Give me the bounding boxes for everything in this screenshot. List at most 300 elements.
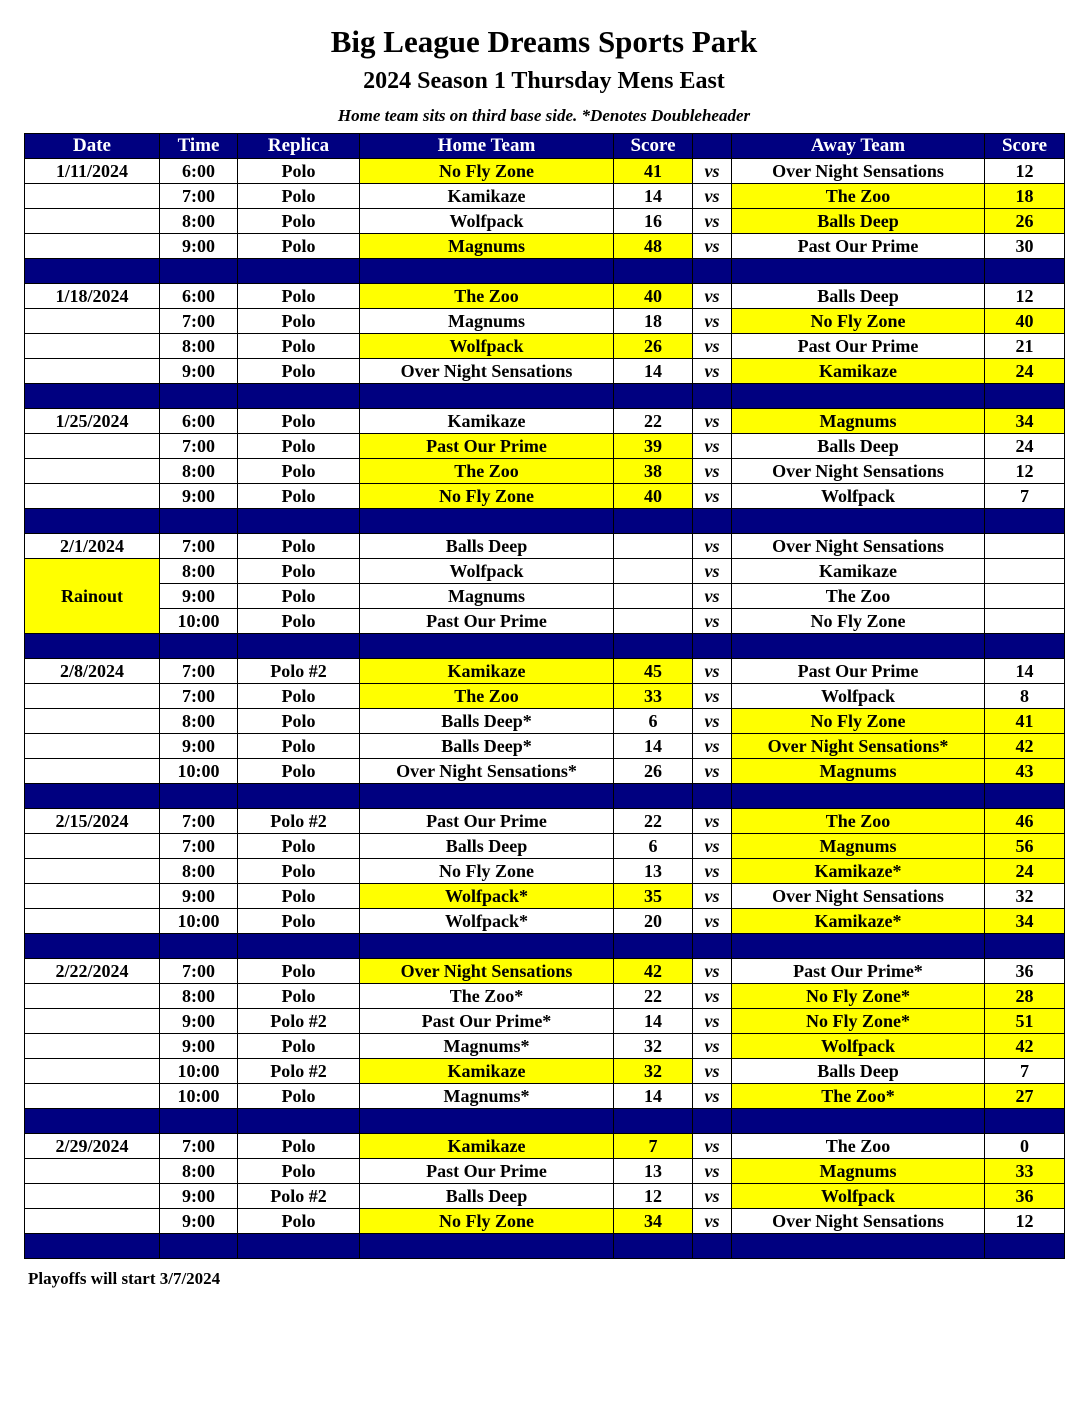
- separator-cell: [238, 934, 360, 959]
- game-time: 7:00: [160, 959, 238, 984]
- home-score: 6: [614, 834, 693, 859]
- game-date-empty: [25, 1184, 160, 1209]
- home-score: 14: [614, 184, 693, 209]
- separator-cell: [25, 509, 160, 534]
- away-score: 26: [985, 209, 1065, 234]
- separator-cell: [693, 259, 732, 284]
- game-time: 7:00: [160, 659, 238, 684]
- game-time: 10:00: [160, 1084, 238, 1109]
- away-score: [985, 534, 1065, 559]
- vs-label: vs: [693, 1184, 732, 1209]
- game-replica: Polo: [238, 159, 360, 184]
- game-row: [25, 559, 1065, 584]
- away-score: 12: [985, 159, 1065, 184]
- vs-label: vs: [693, 1134, 732, 1159]
- game-replica: Polo: [238, 209, 360, 234]
- game-row: [25, 859, 1065, 884]
- home-team: Wolfpack*: [360, 909, 614, 934]
- game-replica: Polo: [238, 1134, 360, 1159]
- game-replica: Polo: [238, 284, 360, 309]
- game-date-empty: [25, 484, 160, 509]
- game-time: 7:00: [160, 1134, 238, 1159]
- home-score: [614, 609, 693, 634]
- home-score: 12: [614, 1184, 693, 1209]
- separator-cell: [25, 634, 160, 659]
- separator-cell: [693, 509, 732, 534]
- game-time: 10:00: [160, 759, 238, 784]
- home-score: 34: [614, 1209, 693, 1234]
- col-header-vs: [693, 134, 732, 159]
- home-team: No Fly Zone: [360, 159, 614, 184]
- game-row: [25, 1209, 1065, 1234]
- separator-cell: [614, 1234, 693, 1259]
- separator-cell: [985, 934, 1065, 959]
- game-row: [25, 459, 1065, 484]
- home-score: 41: [614, 159, 693, 184]
- game-row: [25, 209, 1065, 234]
- col-header-away-team: Away Team: [732, 134, 985, 159]
- game-row: [25, 909, 1065, 934]
- game-replica: Polo: [238, 909, 360, 934]
- game-replica: Polo: [238, 459, 360, 484]
- game-time: 8:00: [160, 559, 238, 584]
- away-score: 42: [985, 1034, 1065, 1059]
- game-time: 7:00: [160, 309, 238, 334]
- week-separator: [25, 634, 1065, 659]
- game-replica: Polo: [238, 1159, 360, 1184]
- game-replica: Polo: [238, 359, 360, 384]
- home-team: Balls Deep: [360, 1184, 614, 1209]
- game-replica: Polo: [238, 709, 360, 734]
- home-score: 22: [614, 809, 693, 834]
- game-time: 10:00: [160, 609, 238, 634]
- home-score: 26: [614, 759, 693, 784]
- game-date-empty: [25, 359, 160, 384]
- separator-cell: [238, 509, 360, 534]
- away-team: The Zoo: [732, 809, 985, 834]
- home-team: Kamikaze: [360, 1059, 614, 1084]
- vs-label: vs: [693, 1084, 732, 1109]
- schedule-table: [24, 133, 1065, 1259]
- game-replica: Polo: [238, 434, 360, 459]
- game-replica: Polo: [238, 184, 360, 209]
- vs-label: vs: [693, 1009, 732, 1034]
- away-team: Over Night Sensations: [732, 459, 985, 484]
- away-team: No Fly Zone*: [732, 984, 985, 1009]
- home-team: Wolfpack: [360, 559, 614, 584]
- separator-cell: [360, 784, 614, 809]
- away-score: 56: [985, 834, 1065, 859]
- separator-cell: [693, 934, 732, 959]
- page-title: Big League Dreams Sports Park: [330, 24, 758, 59]
- separator-cell: [25, 259, 160, 284]
- home-score: 32: [614, 1059, 693, 1084]
- away-team: Past Our Prime: [732, 659, 985, 684]
- week-separator: [25, 384, 1065, 409]
- game-row: [25, 659, 1065, 684]
- separator-cell: [693, 1234, 732, 1259]
- vs-label: vs: [693, 959, 732, 984]
- separator-cell: [732, 384, 985, 409]
- away-team: The Zoo: [732, 184, 985, 209]
- game-row: [25, 409, 1065, 434]
- away-team: Over Night Sensations: [732, 534, 985, 559]
- vs-label: vs: [693, 684, 732, 709]
- game-replica: Polo: [238, 484, 360, 509]
- week-separator: [25, 259, 1065, 284]
- home-team: The Zoo: [360, 284, 614, 309]
- home-team: Balls Deep: [360, 534, 614, 559]
- vs-label: vs: [693, 659, 732, 684]
- home-score: 48: [614, 234, 693, 259]
- game-time: 10:00: [160, 909, 238, 934]
- away-team: Kamikaze*: [732, 859, 985, 884]
- separator-cell: [360, 1109, 614, 1134]
- vs-label: vs: [693, 534, 732, 559]
- home-team: Magnums*: [360, 1084, 614, 1109]
- game-row: [25, 884, 1065, 909]
- away-score: 12: [985, 284, 1065, 309]
- game-date: 2/8/2024: [25, 659, 160, 684]
- game-replica: Polo: [238, 884, 360, 909]
- game-date: 1/11/2024: [25, 159, 160, 184]
- vs-label: vs: [693, 409, 732, 434]
- away-team: Wolfpack: [732, 1034, 985, 1059]
- separator-cell: [732, 784, 985, 809]
- schedule-note: Home team sits on third base side. *Denotes Doubleheader: [337, 106, 751, 125]
- separator-cell: [693, 784, 732, 809]
- home-team: Past Our Prime: [360, 809, 614, 834]
- game-time: 6:00: [160, 159, 238, 184]
- vs-label: vs: [693, 559, 732, 584]
- separator-cell: [25, 934, 160, 959]
- game-time: 8:00: [160, 209, 238, 234]
- away-team: Balls Deep: [732, 434, 985, 459]
- game-date-empty: [25, 1084, 160, 1109]
- separator-cell: [160, 509, 238, 534]
- game-date-empty: [25, 1209, 160, 1234]
- separator-cell: [985, 634, 1065, 659]
- game-row: [25, 584, 1065, 609]
- vs-label: vs: [693, 909, 732, 934]
- home-team: Over Night Sensations*: [360, 759, 614, 784]
- game-date-empty: [25, 684, 160, 709]
- separator-cell: [614, 259, 693, 284]
- separator-cell: [238, 634, 360, 659]
- home-score: [614, 584, 693, 609]
- game-replica: Polo #2: [238, 809, 360, 834]
- away-score: 27: [985, 1084, 1065, 1109]
- game-replica: Polo: [238, 859, 360, 884]
- away-score: 32: [985, 884, 1065, 909]
- game-date: 1/18/2024: [25, 284, 160, 309]
- game-date-empty: [25, 1159, 160, 1184]
- away-score: 8: [985, 684, 1065, 709]
- game-date-empty: [25, 984, 160, 1009]
- game-time: 9:00: [160, 359, 238, 384]
- away-team: Over Night Sensations: [732, 159, 985, 184]
- away-team: Wolfpack: [732, 684, 985, 709]
- vs-label: vs: [693, 884, 732, 909]
- game-row: [25, 759, 1065, 784]
- away-score: [985, 609, 1065, 634]
- away-team: Kamikaze: [732, 359, 985, 384]
- home-team: Magnums: [360, 584, 614, 609]
- game-row: [25, 609, 1065, 634]
- game-time: 9:00: [160, 734, 238, 759]
- game-replica: Polo: [238, 609, 360, 634]
- separator-cell: [360, 384, 614, 409]
- game-date-empty: [25, 309, 160, 334]
- away-team: No Fly Zone: [732, 309, 985, 334]
- separator-cell: [614, 1109, 693, 1134]
- week-separator: [25, 784, 1065, 809]
- away-team: Magnums: [732, 834, 985, 859]
- rainout-label: Rainout: [25, 559, 160, 634]
- separator-cell: [732, 509, 985, 534]
- away-team: Kamikaze*: [732, 909, 985, 934]
- vs-label: vs: [693, 334, 732, 359]
- game-time: 6:00: [160, 284, 238, 309]
- separator-cell: [614, 784, 693, 809]
- away-team: Over Night Sensations: [732, 884, 985, 909]
- game-date-empty: [25, 709, 160, 734]
- away-team: Past Our Prime*: [732, 959, 985, 984]
- home-score: [614, 559, 693, 584]
- game-replica: Polo #2: [238, 659, 360, 684]
- game-replica: Polo: [238, 959, 360, 984]
- away-team: Balls Deep: [732, 209, 985, 234]
- away-score: 34: [985, 409, 1065, 434]
- game-time: 6:00: [160, 409, 238, 434]
- game-row: [25, 734, 1065, 759]
- game-date-empty: [25, 909, 160, 934]
- game-replica: Polo: [238, 684, 360, 709]
- home-team: Magnums: [360, 234, 614, 259]
- header-row: [25, 134, 1065, 159]
- separator-cell: [360, 259, 614, 284]
- game-row: [25, 1084, 1065, 1109]
- vs-label: vs: [693, 484, 732, 509]
- separator-cell: [238, 784, 360, 809]
- away-score: 46: [985, 809, 1065, 834]
- separator-cell: [160, 384, 238, 409]
- home-score: 16: [614, 209, 693, 234]
- separator-cell: [693, 634, 732, 659]
- vs-label: vs: [693, 734, 732, 759]
- week-separator: [25, 1234, 1065, 1259]
- vs-label: vs: [693, 434, 732, 459]
- home-score: 35: [614, 884, 693, 909]
- week-separator: [25, 934, 1065, 959]
- game-time: 8:00: [160, 859, 238, 884]
- vs-label: vs: [693, 859, 732, 884]
- separator-cell: [985, 259, 1065, 284]
- col-header-time: Time: [160, 134, 238, 159]
- game-row: [25, 234, 1065, 259]
- home-team: The Zoo: [360, 684, 614, 709]
- home-team: Over Night Sensations: [360, 959, 614, 984]
- away-score: 28: [985, 984, 1065, 1009]
- game-replica: Polo: [238, 584, 360, 609]
- game-time: 7:00: [160, 534, 238, 559]
- away-team: Magnums: [732, 409, 985, 434]
- game-date-empty: [25, 759, 160, 784]
- away-team: No Fly Zone: [732, 709, 985, 734]
- home-score: 14: [614, 1009, 693, 1034]
- separator-cell: [360, 509, 614, 534]
- game-time: 7:00: [160, 834, 238, 859]
- home-score: 42: [614, 959, 693, 984]
- game-date-empty: [25, 734, 160, 759]
- game-replica: Polo: [238, 759, 360, 784]
- game-time: 8:00: [160, 459, 238, 484]
- game-row: [25, 1184, 1065, 1209]
- home-score: 32: [614, 1034, 693, 1059]
- game-replica: Polo: [238, 734, 360, 759]
- game-time: 8:00: [160, 984, 238, 1009]
- home-team: No Fly Zone: [360, 484, 614, 509]
- away-team: No Fly Zone: [732, 609, 985, 634]
- game-date-empty: [25, 334, 160, 359]
- game-time: 8:00: [160, 1159, 238, 1184]
- vs-label: vs: [693, 584, 732, 609]
- game-time: 9:00: [160, 1034, 238, 1059]
- away-score: 42: [985, 734, 1065, 759]
- home-team: Wolfpack: [360, 334, 614, 359]
- away-score: 12: [985, 1209, 1065, 1234]
- away-score: 36: [985, 959, 1065, 984]
- away-score: 21: [985, 334, 1065, 359]
- game-date-empty: [25, 184, 160, 209]
- home-team: Balls Deep: [360, 834, 614, 859]
- game-row: [25, 959, 1065, 984]
- col-header-away-score: Score: [985, 134, 1065, 159]
- away-score: 0: [985, 1134, 1065, 1159]
- game-row: [25, 184, 1065, 209]
- home-score: 6: [614, 709, 693, 734]
- away-team: The Zoo: [732, 1134, 985, 1159]
- vs-label: vs: [693, 759, 732, 784]
- home-score: 39: [614, 434, 693, 459]
- home-team: The Zoo*: [360, 984, 614, 1009]
- game-date: 2/1/2024: [25, 534, 160, 559]
- vs-label: vs: [693, 459, 732, 484]
- game-row: [25, 1009, 1065, 1034]
- separator-cell: [732, 1234, 985, 1259]
- game-time: 7:00: [160, 684, 238, 709]
- game-replica: Polo: [238, 559, 360, 584]
- page-subtitle: 2024 Season 1 Thursday Mens East: [363, 68, 725, 94]
- game-time: 8:00: [160, 709, 238, 734]
- home-score: 18: [614, 309, 693, 334]
- separator-cell: [360, 1234, 614, 1259]
- separator-cell: [360, 934, 614, 959]
- separator-cell: [732, 934, 985, 959]
- separator-cell: [732, 634, 985, 659]
- vs-label: vs: [693, 1034, 732, 1059]
- game-row: [25, 484, 1065, 509]
- game-date: 2/15/2024: [25, 809, 160, 834]
- game-row: [25, 1134, 1065, 1159]
- vs-label: vs: [693, 184, 732, 209]
- game-replica: Polo: [238, 834, 360, 859]
- away-team: Magnums: [732, 1159, 985, 1184]
- vs-label: vs: [693, 609, 732, 634]
- away-score: 43: [985, 759, 1065, 784]
- separator-cell: [614, 634, 693, 659]
- away-score: 18: [985, 184, 1065, 209]
- home-score: 20: [614, 909, 693, 934]
- col-header-replica: Replica: [238, 134, 360, 159]
- home-team: Past Our Prime*: [360, 1009, 614, 1034]
- separator-cell: [985, 1234, 1065, 1259]
- vs-label: vs: [693, 834, 732, 859]
- separator-cell: [160, 784, 238, 809]
- separator-cell: [693, 1109, 732, 1134]
- home-team: Kamikaze: [360, 184, 614, 209]
- game-date-empty: [25, 1034, 160, 1059]
- vs-label: vs: [693, 159, 732, 184]
- away-team: The Zoo: [732, 584, 985, 609]
- game-row: [25, 1159, 1065, 1184]
- vs-label: vs: [693, 984, 732, 1009]
- game-replica: Polo: [238, 1209, 360, 1234]
- home-team: No Fly Zone: [360, 859, 614, 884]
- separator-cell: [238, 1234, 360, 1259]
- vs-label: vs: [693, 1159, 732, 1184]
- game-time: 7:00: [160, 184, 238, 209]
- home-team: Wolfpack*: [360, 884, 614, 909]
- away-score: [985, 584, 1065, 609]
- vs-label: vs: [693, 1209, 732, 1234]
- game-date-empty: [25, 859, 160, 884]
- home-score: 38: [614, 459, 693, 484]
- away-score: 51: [985, 1009, 1065, 1034]
- home-score: 13: [614, 859, 693, 884]
- game-replica: Polo: [238, 1034, 360, 1059]
- away-score: 40: [985, 309, 1065, 334]
- away-score: 12: [985, 459, 1065, 484]
- game-time: 8:00: [160, 334, 238, 359]
- game-replica: Polo: [238, 409, 360, 434]
- game-time: 9:00: [160, 584, 238, 609]
- game-time: 10:00: [160, 1059, 238, 1084]
- game-date: 2/29/2024: [25, 1134, 160, 1159]
- separator-cell: [985, 784, 1065, 809]
- separator-cell: [614, 934, 693, 959]
- separator-cell: [238, 259, 360, 284]
- away-score: 33: [985, 1159, 1065, 1184]
- away-team: Wolfpack: [732, 484, 985, 509]
- game-replica: Polo #2: [238, 1184, 360, 1209]
- game-date-empty: [25, 884, 160, 909]
- home-team: Past Our Prime: [360, 1159, 614, 1184]
- away-score: [985, 559, 1065, 584]
- away-score: 7: [985, 484, 1065, 509]
- game-replica: Polo: [238, 534, 360, 559]
- game-date-empty: [25, 1009, 160, 1034]
- game-row: [25, 984, 1065, 1009]
- away-team: Kamikaze: [732, 559, 985, 584]
- home-team: Kamikaze: [360, 1134, 614, 1159]
- game-replica: Polo: [238, 984, 360, 1009]
- home-team: Balls Deep*: [360, 709, 614, 734]
- vs-label: vs: [693, 234, 732, 259]
- game-date: 2/22/2024: [25, 959, 160, 984]
- away-score: 36: [985, 1184, 1065, 1209]
- week-separator: [25, 509, 1065, 534]
